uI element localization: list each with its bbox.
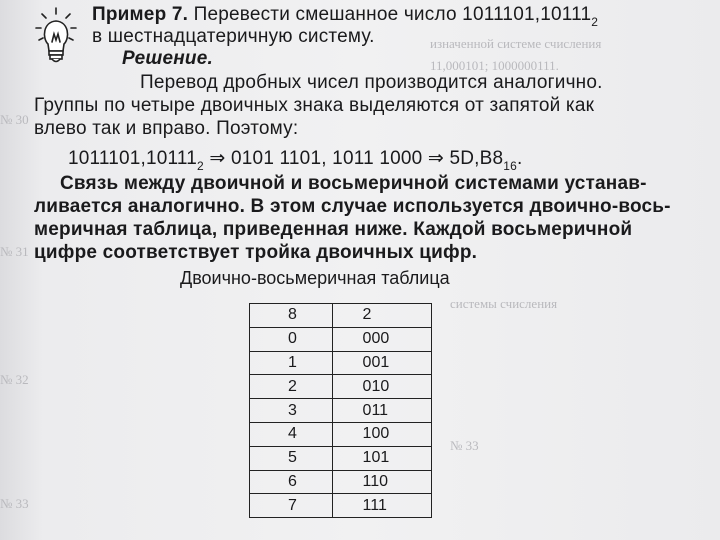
binary-triad-cell: 011 xyxy=(332,399,431,423)
bleed-through-text: № 32 xyxy=(0,372,29,387)
formula-arrow: ⇒ xyxy=(427,148,444,169)
paragraph2-line-2: ливается аналогично. В этом случае используется двоично-вось- xyxy=(34,196,671,217)
solution-paragraph-line-3: влево так и вправо. Поэтому: xyxy=(34,118,299,139)
octal-digit-cell: 0 xyxy=(250,327,333,351)
conversion-formula xyxy=(68,147,523,173)
octal-digit-cell: 2 xyxy=(250,375,333,399)
table-row xyxy=(250,470,432,494)
formula-result: 5D,B8 xyxy=(449,148,504,169)
bleed-through-text: № 33 xyxy=(0,496,29,511)
formula-result-base: 16 xyxy=(503,159,518,173)
table-row xyxy=(250,446,432,470)
octal-digit-cell: 6 xyxy=(250,470,333,494)
table-row xyxy=(250,494,432,518)
solution-label: Решение. xyxy=(122,48,213,69)
binary-triad-cell: 001 xyxy=(332,351,431,375)
table-header-row xyxy=(250,304,432,328)
paragraph2-line-4: цифре соответствует тройка двоичных цифр. xyxy=(34,242,478,263)
octal-digit-cell: 5 xyxy=(250,446,333,470)
example-task: Перевести смешанное число 1011101,10111 xyxy=(193,4,592,25)
bleed-through-text: № 31 xyxy=(0,244,29,259)
binary-octal-table xyxy=(249,303,432,518)
solution-paragraph-line-1: Перевод дробных чисел производится аналогично. xyxy=(140,72,603,93)
table-row xyxy=(250,399,432,423)
example-base: 2 xyxy=(591,15,599,29)
table-caption: Двоично-восьмеричная таблица xyxy=(180,268,450,288)
bleed-through-text: изначенной системе счисления xyxy=(430,36,602,51)
table-header-cell: 2 xyxy=(332,304,431,328)
table-row xyxy=(250,327,432,351)
table-row xyxy=(250,375,432,399)
formula-groups: 0101 1101, 1011 1000 xyxy=(231,148,423,169)
solution-paragraph-line-2: Группы по четыре двоичных знака выделяются от запятой как xyxy=(34,95,595,116)
table-header-cell: 8 xyxy=(250,304,333,328)
paragraph2-line-3: меричная таблица, приведенная ниже. Каждой восьмеричной xyxy=(34,219,633,240)
paragraph2-line-1: Связь между двоичной и восьмеричной системами устанав- xyxy=(60,173,647,194)
example-line-2: в шестнадцатеричную систему. xyxy=(92,26,375,47)
example-label: Пример 7. xyxy=(92,4,189,25)
bleed-through-text: № 30 xyxy=(0,112,29,127)
binary-triad-cell: 110 xyxy=(332,470,431,494)
octal-digit-cell: 1 xyxy=(250,351,333,375)
example-line-1 xyxy=(92,4,599,29)
binary-triad-cell: 000 xyxy=(332,327,431,351)
formula-number: 1011101,10111 xyxy=(68,148,198,169)
formula-end: . xyxy=(517,148,523,169)
binary-triad-cell: 100 xyxy=(332,422,431,446)
bleed-through-text: № 33 xyxy=(450,438,479,453)
formula-number-base: 2 xyxy=(197,159,204,173)
bleed-through-text: системы счисления xyxy=(450,296,558,311)
octal-digit-cell: 3 xyxy=(250,399,333,423)
binary-triad-cell: 101 xyxy=(332,446,431,470)
octal-digit-cell: 7 xyxy=(250,494,333,518)
table-row xyxy=(250,351,432,375)
bleed-through-text: 11,000101; 1000000111. xyxy=(430,58,559,73)
binary-triad-cell: 111 xyxy=(332,494,431,518)
formula-arrow: ⇒ xyxy=(209,148,226,169)
binary-triad-cell: 010 xyxy=(332,375,431,399)
lightbulb-icon xyxy=(34,6,78,68)
table-row xyxy=(250,422,432,446)
octal-digit-cell: 4 xyxy=(250,422,333,446)
